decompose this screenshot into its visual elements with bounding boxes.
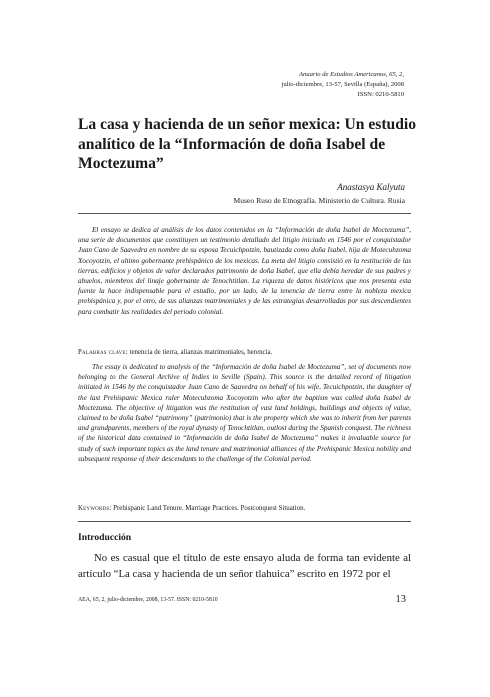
author-affiliation: Museo Ruso de Etnografía. Ministerio de Cultura. Rusia (233, 196, 405, 205)
keywords-spanish (78, 348, 411, 358)
author-name: Anastasya Kalyuta (337, 182, 405, 192)
page-number: 13 (395, 594, 406, 605)
abstract-divider (78, 521, 411, 522)
keywords-english (78, 504, 411, 514)
abstract-english: The essay is dedicated to analysis of the “Información de doña Isabel de Moctezuma”, set of documents now belonging to the General Archive of Indies in Seville (Spain). This source is the detailed record of litigation initiated in 1546 by the conquistador Juan Cano de Saavedra on behalf of his wife, Tecuichpotzin, the daughter of the last Prehispanic Mexica ruler Motecuhzoma Xocoyotzin who after the baptism was called doña Isabel de Moctezuma. The objective of litigation was the restitution of vast land holdings, buildings and objects of value, claimed to be doña Isabel “patrimony” (patrimonio) that is the property which she was to inherit from her parents and grandparents, members of the royal dynasty of Tenochtitlan, outlost during the Spanish conquest. The richness of the historical data contained in “Información de doña Isabel de Moctezuma” makes it invaluable source for study of such important topics as the land tenure and matrimonial alliances of the Prehispanic Mexica nobility and subsequent response of their descendants to the challenge of the Colonial period. (78, 363, 411, 463)
journal-header (281, 70, 404, 100)
header-divider (78, 213, 411, 214)
keywords-english-values: Prehispanic Land Tenure. Marriage Practices. Postconquest Situation. (113, 505, 306, 512)
section-heading: Introducción (78, 532, 132, 543)
journal-issn: ISSN: 0210-5810 (357, 91, 404, 98)
article-title: La casa y hacienda de un señor mexica: Un estudio analítico de la “Información de doña Isabel de Moctezuma” (78, 116, 417, 172)
abstract-spanish: El ensayo se dedica al análisis de los datos contenidos en la “Información de doña Isabel de Moctezuma”, una serie de documentos que constituyen un testimonio detallado del litigio iniciado en 1546 por el conquistador Juan Cano de Saavedra en nombre de su esposa Tecuichpotzin, bautizada como doña Isabel, hija de Motecuhzoma Xocoyotzin, el ultimo gobernante prehispánico de los mexicas. La meta del litigio consistió en la restitución de las tierras, edificios y objetos de valor declarados patrimonio de doña Isabel, que ella debía heredar de sus padres y abuelos, miembros del linaje gobernante de Tenochtitlan. La riqueza de datos históricos que nos presenta esta fuente la hace indispensable para el estudio, por un lado, de la tenencia de tierra entre la nobleza mexica prehispánica y, por el otro, de sus alianzas matrimoniales y de las estrategias desarrolladas por sus descendientes para combatir las realidades del periodo colonial. (78, 226, 411, 316)
keywords-spanish-label: Palabras clave: (78, 349, 128, 356)
body-paragraph: No es casual que el título de este ensayo aluda de forma tan evidente al artículo “La casa y hacienda de un señor tlahuica” escrito en 1972 por el (78, 552, 411, 580)
journal-name: Anuario de Estudios Americanos, 65, 2, (298, 71, 404, 78)
keywords-english-label: Keywords: (78, 505, 112, 512)
footer-citation: AEA, 65, 2, julio-diciembre, 2008, 13-57. ISSN: 0210-5810 (78, 597, 218, 603)
journal-dates: julio-diciembre, 13-57, Sevilla (España), 2008 (281, 81, 404, 88)
keywords-spanish-values: tenencia de tierra, alianzas matrimoniales, herencia. (129, 349, 273, 356)
